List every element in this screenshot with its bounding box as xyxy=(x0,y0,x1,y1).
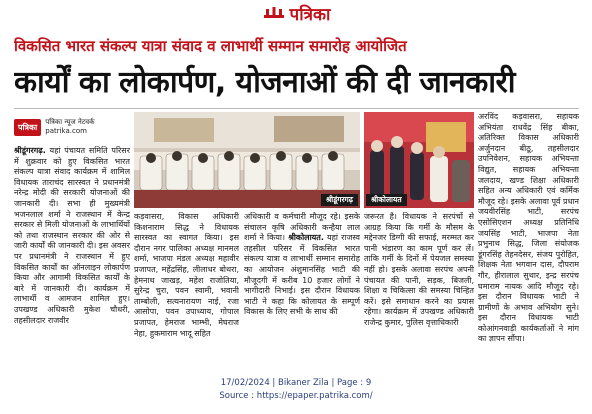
dateline-shridungargarh: श्रीडूंगरगढ़. xyxy=(14,146,46,155)
article-column-2a xyxy=(134,212,239,372)
patrika-logo xyxy=(262,2,331,25)
article-column-3 xyxy=(364,212,474,372)
article-column-1 xyxy=(14,146,130,372)
masthead xyxy=(0,0,592,26)
column-2a-text: कड़वासरा, विकास अधिकारी किशनाराम सिद्ध ने विधायक सारस्वत का स्वागत किया। इस दौरान नगर पालिका अध्यक्ष मानमल शर्मा, भाजपा मंडल अध्यक्ष महावीर प्रजापत, महेंद्रसिंह, लीलाधर बोथरा, हेमनाथ जाखड़, महेश राजोतिया, सुरेन्द्र चुरा, पवन स्वामी, भवानी ताम्बोली, सत्यनारायण नाई, रजा आसोपा, पवन उपाध्याय, गोपाल प्रजापत, हेमराज भाम्भी, मेघराज नेहा, हुकमाराम भादू सहित xyxy=(134,212,239,338)
headline-divider xyxy=(14,108,579,109)
article-kicker: विकसित भारत संकल्प यात्रा संवाद व लाभार्थी सम्मान समारोह आयोजित xyxy=(14,37,407,55)
column-4-text: अरविंद कड़वासरा, सहायक अभियंता राधवेंद्र सिंह बीका, अतिरिक्त विकास अधिकारी अर्जुनदान बीठू, तहसीलदार उपनिवेशन, सहायक अभियन्ता विद्युत, सहायक अभियन्ता जलदाय, खण्ड शिक्षा अधिकारी सहित अन्य अधिकारी एवं कर्मिक मौजूद रहे। इसके अलावा पूर्व प्रधान जयवीरसिंह भाटी, सरपंच एसोसिएशन अध्यक्ष प्रतिनिधि जयसिंह भाटी, भाजपा नेता प्रभुनाथ सिद्ध, जिला संयोजक डूंगरसिंह तेहनदेसर, संजय पुरोहित, शिक्षक नेता भगवान दास, दौपराम गौर, हीरालाल सुथार, इन्द्र सरपंच घमाराम नायक आदि मौजूद रहे। इस दौरान विधायक भाटी ने ग्रामीणों के अभाव अभियोग सुने। इस दौरान विधायक भाटी कोआंगनवाड़ी कार्यकर्ताओं ने मांग का ज्ञापन सौंपा। xyxy=(478,112,579,344)
article-column-4 xyxy=(478,112,579,372)
column-1-text: यहां पंचायत समिति परिसर में शुक्रवार को हुए विकसित भारत संकल्प यात्रा संवाद कार्यक्रम में शामिल विधायक ताराचंद सारस्वत ने प्रधानमंत्री नरेन्द्र मोदी की सरकारी योजनाओं की जानकारी दी। सभा ही मुख्यमंत्री भजनलाल शर्मा ने राजस्थान में केन्द्र सरकार से मिली योजनाओं के लाभार्थियों को तथा राजस्थान सरकार की ओर से जारी कार्यों की जानकारी दी। इस अवसर पर प्रधानमंत्री ने राजस्थान में हुए विकसित कार्यों का ऑनलाइन लोकार्पण किया और आगामी विकसित कार्यों के बारे में जानकारी दी। कार्यक्रम में लाभार्थी व आमजन शामिल हुए। उपखण्ड अधिकारी मुकेश चौधरी, तहसीलदार राजवीर xyxy=(14,146,130,325)
dateline-shrikolayat: श्रीकोलायत. xyxy=(288,233,324,243)
byline-network: पत्रिका न्यूज नेटवर्क xyxy=(45,118,95,126)
masthead-title: पत्रिका xyxy=(289,4,331,25)
photo-shrikolayat xyxy=(364,112,474,208)
column-2b-text: अधिकारी व कर्मचारी मौजूद रहे। इसके संचालन कृषि अधिकारी कन्हैया लाल शर्मा ने किया। xyxy=(244,212,360,243)
footer-edition-info: 17/02/2024 | Bikaner Zila | Page : 9 xyxy=(220,378,372,388)
byline-site: patrika.com xyxy=(45,127,87,135)
footer-source-link[interactable]: Source : https://epaper.patrika.com/ xyxy=(219,391,373,401)
byline xyxy=(14,113,130,141)
byline-badge: पत्रिका xyxy=(14,119,41,136)
column-2b-text-2: यहां राजस्व तहसील परिसर में विकसित भारत संकल्प यात्रा व लाभार्थी सम्मान समारोह का आयोजन अंशुमानसिंह भाटी की मौजूदगी में करीब 10 हजार लोगों ने भागीदारी निभाई। इस दौरान विधायक भाटी ने कहा कि कोलायत के सम्पूर्ण विकास के लिए सभी के साथ की xyxy=(244,233,360,317)
photo-shridungargarh xyxy=(134,112,360,208)
article-column-2b xyxy=(244,212,360,372)
source-footer xyxy=(0,377,592,411)
article-headline: कार्यों का लोकार्पण, योजनाओं की दी जानकारी xyxy=(14,65,516,100)
photo-caption-shrikolayat: श्रीकोलायत xyxy=(366,194,407,206)
photo-caption-shridungargarh: श्रीडूंगरगढ़ xyxy=(321,194,358,206)
column-3-text: जरूरत है। विधायक ने सरपंचों से आग्रह किया कि गर्मी के मौसम के मद्देनजर डिग्गी की सफाई, मरम्मत कर पानी भंडारण का काम पूर्ण कर लें। ताकि गर्मी के दिनों में पेयजल समस्या नहीं हो। इसके अलावा सरपंच अपनी पंचायत की पानी, सड़क, बिजली, शिक्षा व चिकित्सा की समस्या चिन्हित करें। इसे समाधान करने का प्रयास रहेगा। कार्यक्रम में उपखण्ड अधिकारी राजेन्द्र कुमार, पुलिस वृत्ताधिकारी xyxy=(364,212,474,327)
emblem-icon xyxy=(262,5,286,21)
